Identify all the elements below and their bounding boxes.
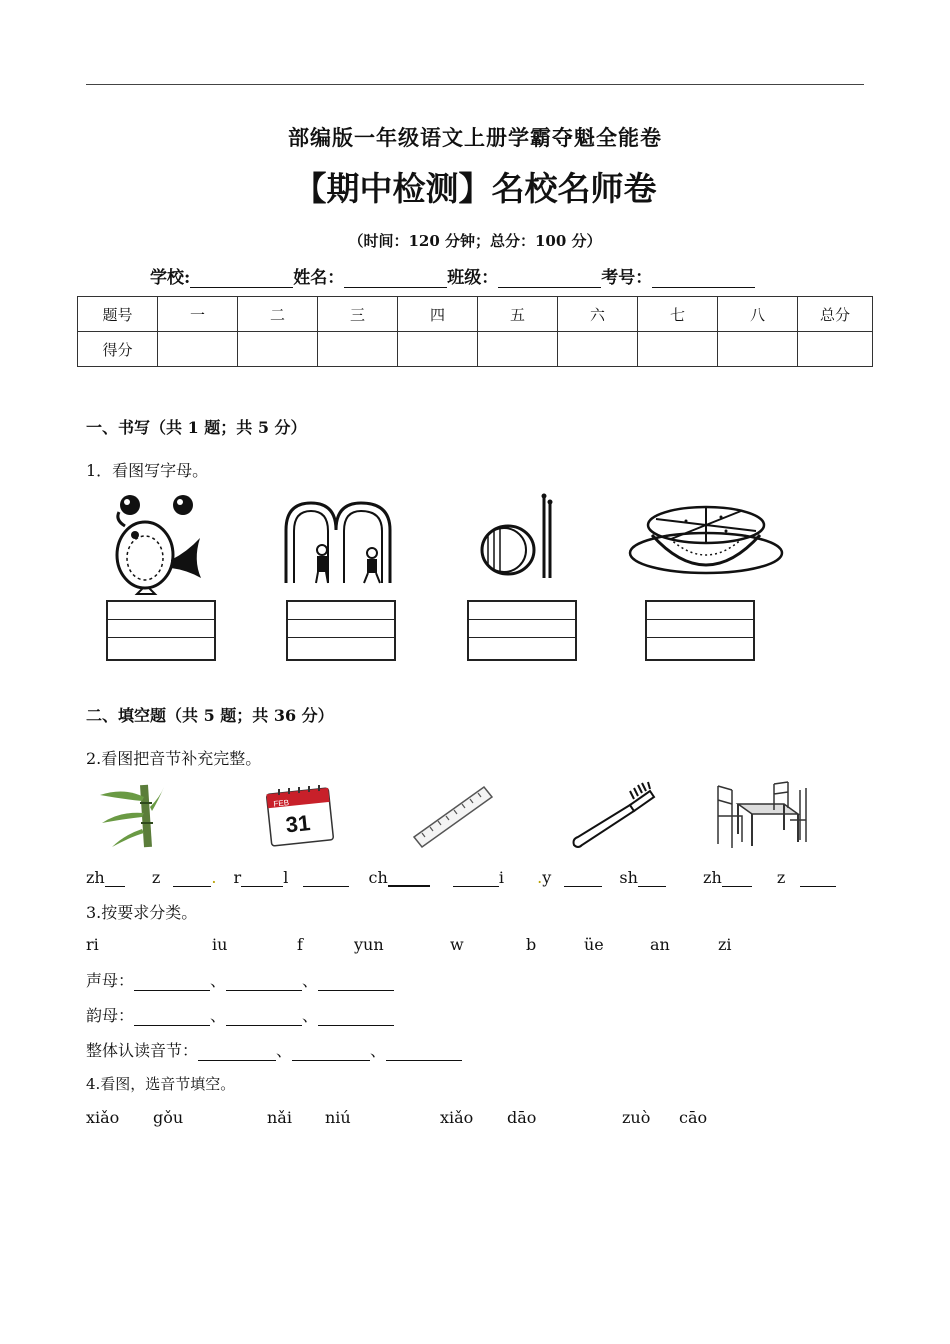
score-cell[interactable] (318, 332, 398, 367)
yunmu-label: 韵母： (86, 1006, 135, 1025)
q3-item: f (297, 935, 303, 954)
q3-item: üe (584, 935, 604, 954)
answer-blank[interactable] (134, 976, 210, 991)
table-cell: 总分 (798, 297, 873, 332)
syllable-text: zh (86, 868, 105, 887)
name-label: 姓名： (293, 268, 345, 288)
syllable-blank[interactable] (453, 872, 499, 887)
syllable-blank[interactable] (564, 872, 602, 887)
table-cell: 六 (558, 297, 638, 332)
fish-picture (105, 490, 205, 600)
q3-item: iu (212, 935, 228, 954)
q4-item: nǎi (267, 1108, 292, 1127)
separator: 、 (210, 971, 227, 990)
writing-box-4[interactable] (645, 600, 755, 661)
exam-no-label: 考号： (601, 268, 653, 288)
q4-item: gǒu (153, 1108, 184, 1127)
answer-blank[interactable] (292, 1046, 370, 1061)
calendar-month: FEB (273, 798, 290, 809)
syllable-blank[interactable] (173, 872, 211, 887)
calendar-picture (265, 783, 337, 847)
q4-item: cāo (679, 1108, 708, 1127)
score-cell[interactable] (238, 332, 318, 367)
syllable-blank[interactable] (388, 871, 430, 887)
answer-blank[interactable] (198, 1046, 276, 1061)
bamboo-picture (94, 783, 164, 849)
q3-item: ri (86, 935, 99, 954)
q3-item: w (450, 935, 464, 954)
score-cell[interactable] (398, 332, 478, 367)
q4-item: xiǎo (86, 1108, 120, 1127)
syllable-text: z (151, 868, 161, 887)
syllable-blank[interactable] (241, 872, 283, 887)
answer-blank[interactable] (318, 1011, 394, 1026)
syllable-blank[interactable] (800, 872, 836, 887)
syllable-blank[interactable] (303, 872, 349, 887)
table-cell: 八 (718, 297, 798, 332)
q3-item: an (650, 935, 670, 954)
q4-item: dāo (507, 1108, 537, 1127)
separator: 、 (276, 1041, 293, 1060)
exam-title: 【期中检测】名校名师卷 (293, 169, 657, 208)
student-info-line (150, 263, 755, 288)
syllable-blank[interactable] (105, 872, 125, 887)
syllable-blank[interactable] (722, 872, 752, 887)
separator: 、 (370, 1041, 387, 1060)
q4-item: niú (325, 1108, 351, 1127)
gate-picture (280, 495, 400, 585)
q3-item: zi (718, 935, 732, 954)
table-cell: 二 (238, 297, 318, 332)
class-field[interactable] (498, 271, 601, 288)
score-cell[interactable] (638, 332, 718, 367)
score-cell[interactable] (798, 332, 873, 367)
separator: 、 (210, 1006, 227, 1025)
time-info: （时间：120 分钟；总分：100 分） (348, 232, 602, 250)
syllable-text: ch (368, 868, 388, 887)
score-cell[interactable] (158, 332, 238, 367)
section2-heading: 二、填空题（共 5 题；共 36 分） (86, 706, 334, 725)
top-rule (86, 84, 864, 85)
name-field[interactable] (344, 271, 447, 288)
exam-no-field[interactable] (652, 271, 755, 288)
syllable-text: i (498, 868, 504, 887)
zhengti-row (86, 1038, 462, 1061)
calendar-day: 31 (284, 810, 312, 838)
exam-subtitle: 部编版一年级语文上册学霸夺魁全能卷 (288, 125, 662, 150)
score-cell[interactable] (478, 332, 558, 367)
drum-picture (478, 490, 568, 582)
table-cell: 四 (398, 297, 478, 332)
score-cell[interactable] (558, 332, 638, 367)
question-2: 2.看图把音节补充完整。 (86, 749, 262, 768)
score-table-score-row (78, 332, 873, 367)
writing-box-1[interactable] (106, 600, 216, 661)
syllable-text: y (542, 868, 552, 887)
answer-blank[interactable] (134, 1011, 210, 1026)
watermelon-picture (626, 495, 786, 580)
table-cell: 三 (318, 297, 398, 332)
q3-item: b (526, 935, 537, 954)
table-chairs-picture (714, 780, 806, 850)
syllable-text: r (233, 868, 242, 887)
table-cell: 五 (478, 297, 558, 332)
separator: 、 (302, 1006, 319, 1025)
syllable-text: l (283, 868, 289, 887)
syllable-line: zh z . r l ch i .y sh zh z (86, 868, 836, 887)
ruler-picture (410, 785, 496, 849)
separator: 、 (302, 971, 319, 990)
score-cell[interactable] (718, 332, 798, 367)
answer-blank[interactable] (226, 976, 302, 991)
score-table-header-row (78, 297, 873, 332)
table-cell: 一 (158, 297, 238, 332)
question-1: 1．看图写字母。 (86, 461, 209, 480)
section1-heading: 一、书写（共 1 题；共 5 分） (86, 418, 307, 437)
syllable-blank[interactable] (638, 872, 666, 887)
writing-box-2[interactable] (286, 600, 396, 661)
shengmu-row (86, 968, 394, 991)
answer-blank[interactable] (318, 976, 394, 991)
question-3: 3.按要求分类。 (86, 903, 198, 922)
school-field[interactable] (190, 271, 293, 288)
zhengti-label: 整体认读音节： (86, 1041, 199, 1060)
question-4: 4.看图，选音节填空。 (86, 1075, 236, 1093)
syllable-text: z (776, 868, 786, 887)
shengmu-label: 声母： (86, 971, 135, 990)
writing-box-3[interactable] (467, 600, 577, 661)
table-cell: 题号 (78, 297, 158, 332)
q3-item: yun (354, 935, 384, 954)
class-label: 班级： (447, 268, 499, 288)
syllable-text: zh (703, 868, 722, 887)
school-label: 学校: (150, 268, 191, 288)
answer-blank[interactable] (386, 1046, 462, 1061)
q4-item: xiǎo (440, 1108, 474, 1127)
yunmu-row (86, 1003, 394, 1026)
q4-item: zuò (622, 1108, 651, 1127)
answer-blank[interactable] (226, 1011, 302, 1026)
syllable-text: sh (619, 868, 638, 887)
table-cell: 得分 (78, 332, 158, 367)
toothbrush-picture (568, 783, 663, 851)
score-table (77, 296, 873, 367)
table-cell: 七 (638, 297, 718, 332)
